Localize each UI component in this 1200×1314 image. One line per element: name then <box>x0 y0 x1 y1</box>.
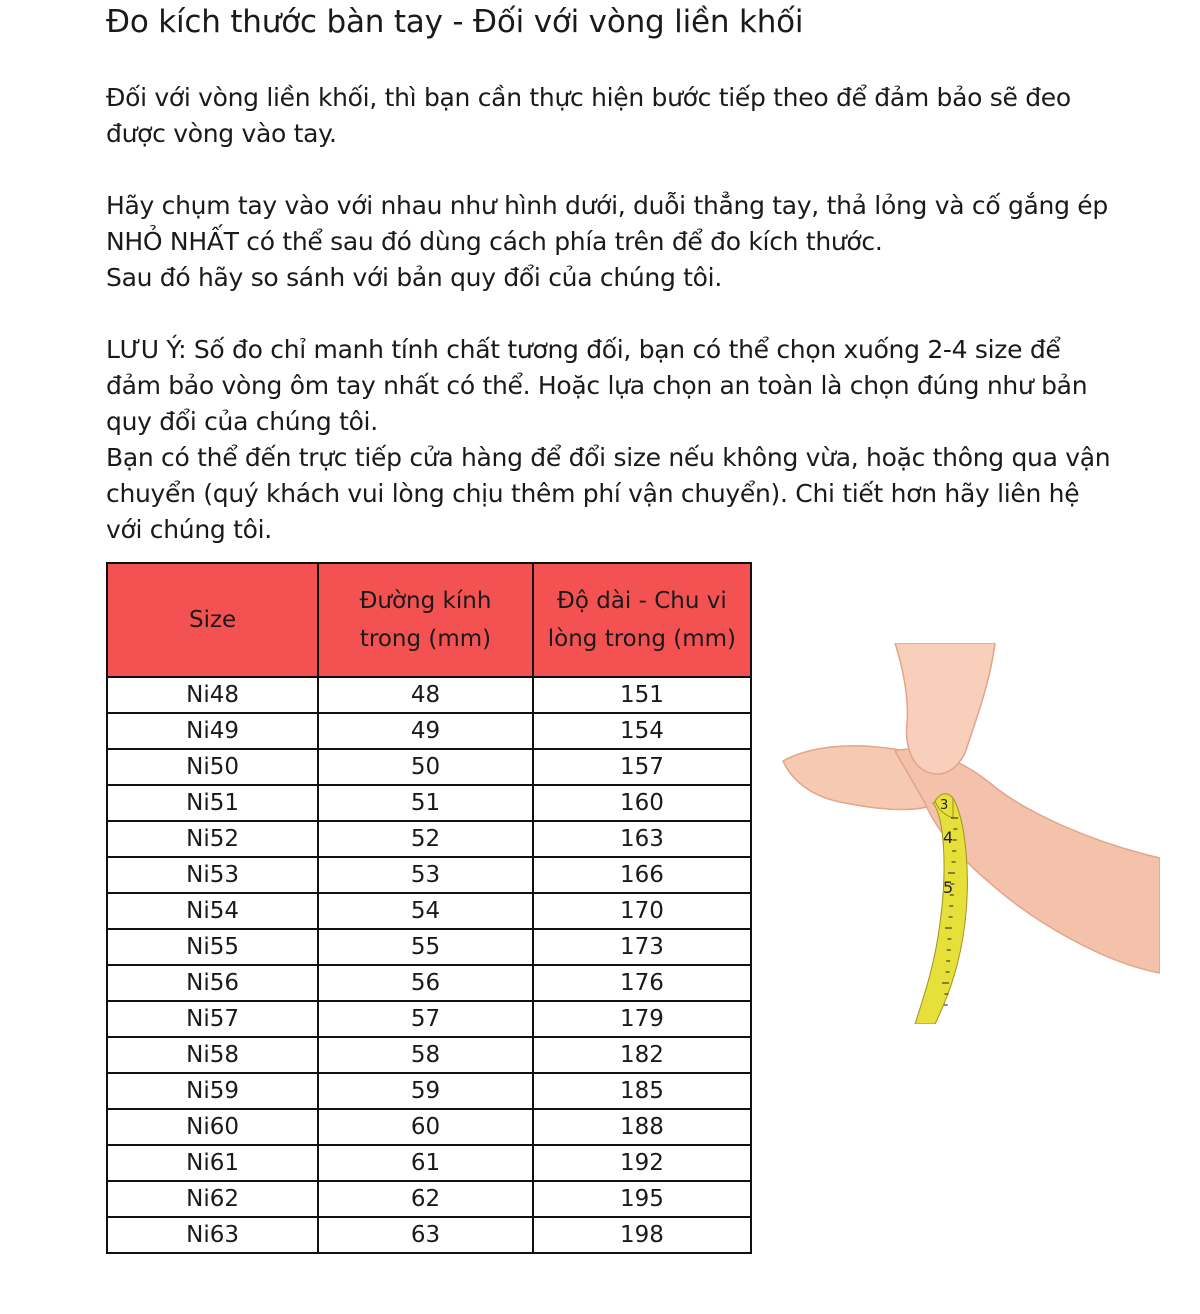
table-row <box>107 1037 751 1073</box>
cell-size: Ni58 <box>107 1037 318 1073</box>
cell-size: Ni52 <box>107 821 318 857</box>
header-line: Đường kính <box>359 588 492 614</box>
intro-paragraph <box>106 80 1146 152</box>
text-line: Bạn có thể đến trực tiếp cửa hàng để đổi size nếu không vừa, hoặc thông qua vận <box>106 443 1111 472</box>
table-row <box>107 893 751 929</box>
cell-circumference: 151 <box>533 677 751 713</box>
cell-circumference: 170 <box>533 893 751 929</box>
cell-size: Ni54 <box>107 893 318 929</box>
cell-diameter: 60 <box>318 1109 533 1145</box>
cell-size: Ni62 <box>107 1181 318 1217</box>
cell-size: Ni51 <box>107 785 318 821</box>
table-row <box>107 1001 751 1037</box>
text-line: với chúng tôi. <box>106 515 272 544</box>
cell-diameter: 48 <box>318 677 533 713</box>
header-diameter <box>318 563 533 677</box>
table-row <box>107 1145 751 1181</box>
cell-diameter: 63 <box>318 1217 533 1253</box>
cell-diameter: 50 <box>318 749 533 785</box>
table-row <box>107 1217 751 1253</box>
tape-mark: 3 <box>940 798 949 813</box>
cell-diameter: 49 <box>318 713 533 749</box>
cell-size: Ni53 <box>107 857 318 893</box>
cell-circumference: 166 <box>533 857 751 893</box>
cell-circumference: 157 <box>533 749 751 785</box>
text-line: chuyển (quý khách vui lòng chịu thêm phí vận chuyển). Chi tiết hơn hãy liên hệ <box>106 479 1080 508</box>
header-line: lòng trong (mm) <box>547 626 736 652</box>
cell-diameter: 62 <box>318 1181 533 1217</box>
table-row <box>107 929 751 965</box>
cell-diameter: 55 <box>318 929 533 965</box>
cell-diameter: 52 <box>318 821 533 857</box>
cell-diameter: 56 <box>318 965 533 1001</box>
tape-mark: 5 <box>943 878 954 897</box>
note-paragraph <box>106 332 1146 548</box>
table-body <box>107 677 751 1253</box>
text-line: được vòng vào tay. <box>106 119 337 148</box>
header-size: Size <box>107 563 318 677</box>
table-row <box>107 677 751 713</box>
cell-circumference: 198 <box>533 1217 751 1253</box>
cell-circumference: 179 <box>533 1001 751 1037</box>
cell-diameter: 58 <box>318 1037 533 1073</box>
cell-diameter: 59 <box>318 1073 533 1109</box>
cell-circumference: 176 <box>533 965 751 1001</box>
cell-size: Ni60 <box>107 1109 318 1145</box>
page-title: Đo kích thước bàn tay - Đối với vòng liền khối <box>106 4 804 40</box>
cell-diameter: 61 <box>318 1145 533 1181</box>
cell-size: Ni56 <box>107 965 318 1001</box>
table-row <box>107 713 751 749</box>
instruction-paragraph <box>106 188 1146 296</box>
text-line: Đối với vòng liền khối, thì bạn cần thực hiện bước tiếp theo để đảm bảo sẽ đeo <box>106 83 1071 112</box>
header-circumference <box>533 563 751 677</box>
cell-circumference: 188 <box>533 1109 751 1145</box>
size-table <box>106 562 752 1254</box>
cell-size: Ni55 <box>107 929 318 965</box>
text-line: quy đổi của chúng tôi. <box>106 407 378 436</box>
cell-size: Ni48 <box>107 677 318 713</box>
cell-circumference: 195 <box>533 1181 751 1217</box>
header-line: Độ dài - Chu vi <box>557 588 727 614</box>
table-row <box>107 821 751 857</box>
cell-size: Ni63 <box>107 1217 318 1253</box>
cell-size: Ni57 <box>107 1001 318 1037</box>
table-row <box>107 785 751 821</box>
table-row <box>107 857 751 893</box>
text-line: đảm bảo vòng ôm tay nhất có thể. Hoặc lựa chọn an toàn là chọn đúng như bản <box>106 371 1088 400</box>
cell-circumference: 163 <box>533 821 751 857</box>
cell-diameter: 57 <box>318 1001 533 1037</box>
table-row <box>107 1181 751 1217</box>
cell-diameter: 53 <box>318 857 533 893</box>
cell-circumference: 160 <box>533 785 751 821</box>
cell-circumference: 182 <box>533 1037 751 1073</box>
text-line: NHỎ NHẤT có thể sau đó dùng cách phía trên để đo kích thước. <box>106 227 883 256</box>
tape-mark: 4 <box>943 828 954 847</box>
header-line: trong (mm) <box>359 626 492 652</box>
text-line: Sau đó hãy so sánh với bản quy đổi của chúng tôi. <box>106 263 722 292</box>
cell-size: Ni59 <box>107 1073 318 1109</box>
cell-circumference: 192 <box>533 1145 751 1181</box>
text-line: Hãy chụm tay vào với nhau như hình dưới, duỗi thẳng tay, thả lỏng và cố gắng ép <box>106 191 1108 220</box>
text-line: LƯU Ý: Số đo chỉ manh tính chất tương đối, bạn có thể chọn xuống 2-4 size để <box>106 335 1061 364</box>
hand-measuring-photo <box>775 643 1160 1024</box>
cell-circumference: 185 <box>533 1073 751 1109</box>
cell-circumference: 173 <box>533 929 751 965</box>
cell-size: Ni49 <box>107 713 318 749</box>
cell-diameter: 54 <box>318 893 533 929</box>
cell-circumference: 154 <box>533 713 751 749</box>
table-row <box>107 1109 751 1145</box>
table-row <box>107 965 751 1001</box>
table-row <box>107 749 751 785</box>
cell-diameter: 51 <box>318 785 533 821</box>
table-row <box>107 1073 751 1109</box>
table-header-row <box>107 563 751 677</box>
cell-size: Ni61 <box>107 1145 318 1181</box>
cell-size: Ni50 <box>107 749 318 785</box>
